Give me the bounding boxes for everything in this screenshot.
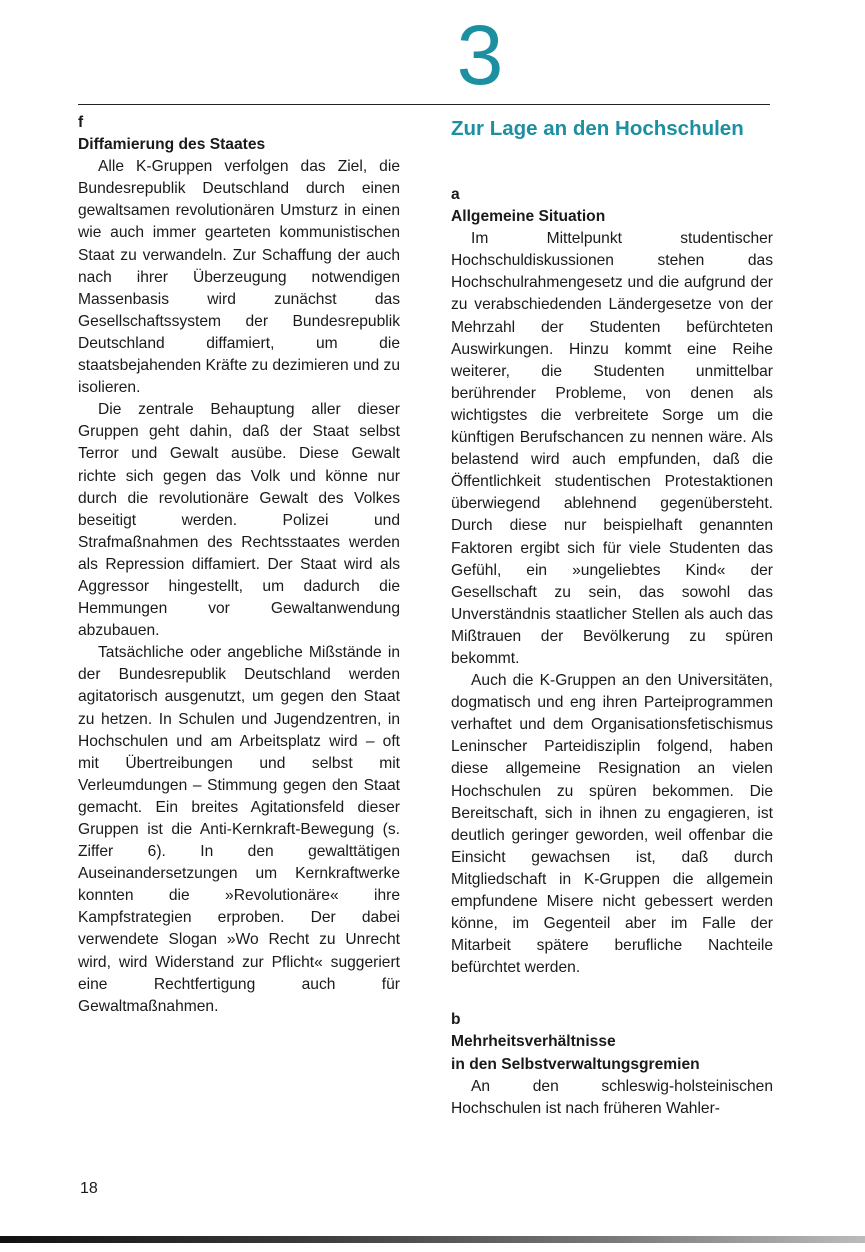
section-a-letter: a bbox=[451, 186, 460, 203]
section-a-title: Allgemeine Situation bbox=[451, 208, 606, 226]
section-b-letter: b bbox=[451, 1011, 461, 1029]
section-f-letter: f bbox=[78, 114, 84, 131]
paragraph: Im Mittelpunkt studentischer Hochschuldiskussionen stehen das Hochschulrahmengesetz und die aufgrund der zu verabschiedenden Ländergesetze von der Mehrzahl der Studenten befürchteten Auswirkungen. Hinzu kommt eine Reihe weiterer, die Studenten unmittelbar berührender Probleme, von denen als wichtigstes die verbreitete Sorge um die künftigen Berufschancen zu nennen wäre. Als belastend wird auch empfunden, daß die Öffentlichkeit studentischen Protestaktionen überwiegend ablehnend gegenübersteht. Durch diese nur beispielhaft genannten Faktoren ergibt sich für viele Studenten das Gefühl, ein »ungeliebtes Kind« der Gesellschaft zu sein, das sowohl das Unverständnis staatlicher Stellen als auch das Mißtrauen der Bevölkerung zu spüren bekommt. bbox=[451, 230, 773, 667]
right-column bbox=[451, 112, 773, 1120]
paragraph: Auch die K-Gruppen an den Universitäten, dogmatisch und eng ihren Parteiprogrammen verhaftet und dem Organisationsfetischismus Leninscher Parteidisziplin folgend, haben diese allgemeine Resignation an vielen Hochschulen zu spüren bekommen. Die Bereitschaft, sich in ihnen zu engagieren, ist deutlich geringer geworden, weil offenbar die Einsicht gewachsen ist, daß durch Mitgliedschaft in K-Gruppen die allgemein empfundene Misere nicht gebessert werden könne, im Gegenteil aber im Falle der Mitarbeit spätere berufliche Nachteile befürchtet werden. bbox=[451, 672, 773, 977]
paragraph: Tatsächliche oder angebliche Mißstände in der Bundesrepublik Deutschland werden agitatorisch ausgenutzt, um gegen den Staat zu hetzen. In Schulen und Jugendzentren, in Hochschulen und am Arbeitsplatz wird – oft mit Übertreibungen und selbst mit Verleumdungen – Stimmung gegen den Staat gemacht. Ein breites Agitationsfeld dieser Gruppen ist die Anti-Kernkraft-Bewegung (s. Ziffer 6). In den gewalttätigen Auseinandersetzungen um Kernkraftwerke konnten die »Revolutionäre« ihre Kampfstrategien erproben. Der dabei verwendete Slogan »Wo Recht zu Unrecht wird, wird Widerstand zur Pflicht« suggeriert eine Rechtfertigung auch für Gewaltmaßnahmen. bbox=[78, 644, 400, 1015]
bottom-scan-edge bbox=[0, 1236, 865, 1243]
section-b-title-line2: in den Selbstverwaltungsgremien bbox=[451, 1055, 700, 1073]
paragraph: Alle K-Gruppen verfolgen das Ziel, die Bundesrepublik Deutschland durch einen gewaltsamen revolutionären Umsturz in einen wie auch immer gearteten kommunistischen Staat zu verwandeln. Zur Schaffung der auch nach ihrer Überzeugung notwendigen Massenbasis wird zunächst das Gesellschaftssystem der Bundesrepublik Deutschland diffamiert, um die staatsbejahenden Kräfte zu dezimieren und zu isolieren. bbox=[78, 158, 400, 397]
page-number: 18 bbox=[80, 1180, 98, 1197]
paragraph: Die zentrale Behauptung aller dieser Gruppen geht dahin, daß der Staat selbst Terror und Gewalt ausübe. Diese Gewalt richte sich gegen das Volk und könne nur durch die revolutionäre Gewalt des Volkes beseitigt werden. Polizei und Strafmaßnahmen des Rechtsstaates werden als Repression diffamiert. Der Staat wird als Aggressor hingestellt, um dadurch die Hemmungen vor Gewaltanwendung abzubauen. bbox=[78, 401, 400, 640]
left-column bbox=[78, 112, 400, 1018]
section-f-title: Diffamierung des Staates bbox=[78, 136, 266, 154]
chapter-title: Zur Lage an den Hochschulen bbox=[451, 117, 744, 140]
section-b-title-line1: Mehrheitsverhältnisse bbox=[451, 1033, 616, 1051]
chapter-number: 3 bbox=[456, 8, 504, 102]
header-divider bbox=[78, 104, 770, 105]
paragraph: An den schleswig-holsteinischen Hochschulen ist nach früheren Wahler- bbox=[451, 1077, 773, 1117]
